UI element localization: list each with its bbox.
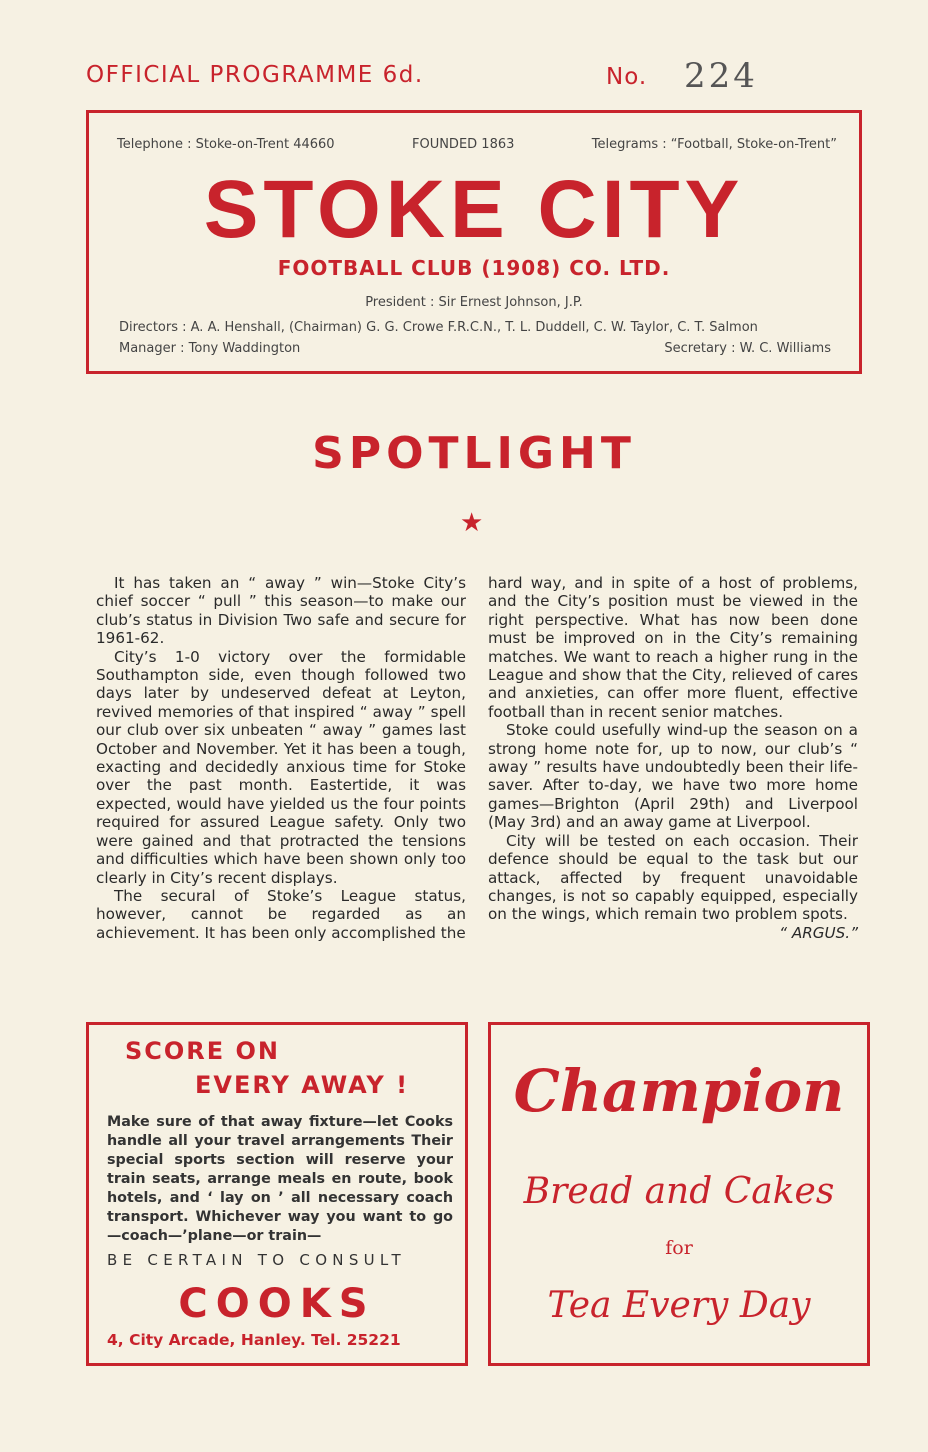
secretary: Secretary : W. C. Williams — [664, 341, 831, 356]
programme-number-label: No. — [606, 64, 648, 90]
article-column-right — [488, 574, 858, 942]
champion-brand: Champion — [513, 1057, 845, 1125]
cooks-headline-1: SCORE ON — [125, 1037, 281, 1065]
club-subtitle: FOOTBALL CLUB (1908) CO. LTD. — [277, 256, 671, 280]
cooks-headline-2: EVERY AWAY ! — [195, 1071, 410, 1099]
cooks-brand: COOKS — [178, 1281, 376, 1327]
champion-line-3: Tea Every Day — [547, 1285, 811, 1326]
article-column-left — [96, 574, 466, 942]
article-paragraph: It has taken an “ away ” win—Stoke City’s chief soccer “ pull ” this season—to make our club’s status in Division Two safe and secure for 1961-62. — [96, 574, 466, 648]
article-signature: “ ARGUS.” — [779, 923, 858, 942]
article-title: SPOTLIGHT — [312, 428, 636, 479]
champion-line-1: Bread and Cakes — [523, 1171, 835, 1212]
star-icon: ★ — [460, 508, 484, 538]
directors: Directors : A. A. Henshall, (Chairman) G. G. Crowe F.R.C.N., T. L. Duddell, C. W. Taylor, C. T. Salmon — [119, 320, 758, 335]
article-paragraph: hard way, and in spite of a host of problems, and the City’s position must be viewed in the right perspective. What has now been done must be improved on in the City’s remaining matches. We want to reach a higher rung in the League and show that the City, relieved of cares and anxieties, can offer more fluent, effective football than in recent senior matches. — [488, 574, 858, 721]
article-paragraph: City’s 1-0 victory over the formidable Southampton side, even though followed two days later by undeserved defeat at Leyton, revived memories of that inspired “ away ” spell our club over six unbeaten “ away ” games last October and November. Yet it has been a tough, exacting and decidedly anxious time for Stoke over the past month. Eastertide, it was expected, would have yielded us the four points required for assured League safety. Only two were gained and that protracted the tensions and difficulties which have been shown only too clearly in City’s recent displays. — [96, 647, 466, 887]
founded: FOUNDED 1863 — [411, 137, 515, 152]
club-name: STOKE CITY — [203, 164, 745, 255]
telegrams: Telegrams : “Football, Stoke-on-Trent” — [591, 137, 837, 152]
champion-advert — [488, 1022, 870, 1366]
manager: Manager : Tony Waddington — [119, 341, 301, 356]
president: President : Sir Ernest Johnson, J.P. — [365, 295, 583, 310]
article-paragraph: Stoke could usefully wind-up the season on a strong home note for, up to now, our club’s “ away ” results have undoubtedly been their life-saver. After to-day, we have two more home games—Brighton (April 29th) and Liverpool (May 3rd) and an away game at Liverpool. — [488, 721, 858, 832]
club-header-box — [86, 110, 862, 374]
article-paragraph: The secural of Stoke’s League status, however, cannot be regarded as an achievement. It has been only accomplished the — [96, 886, 466, 942]
cooks-advert — [86, 1022, 468, 1366]
telephone: Telephone : Stoke-on-Trent 44660 — [117, 137, 335, 152]
cooks-address: 4, City Arcade, Hanley. Tel. 25221 — [107, 1331, 401, 1349]
cooks-body: Make sure of that away fixture—let Cooks handle all your travel arrangements Their special sports section will reserve your train seats, arrange meals en route, book hotels, and ‘ lay on ’ all necessary coach transport. Whichever way you want to go—coach—’plane—or train— — [107, 1114, 453, 1244]
article-paragraph-last — [488, 831, 858, 942]
manager-secretary-row — [119, 341, 831, 356]
article-paragraph-text: City will be tested on each occasion. Their defence should be equal to the task but our attack, affected by frequent unavoidable changes, is not so capably equipped, especially on the wings, which remain two problem spots. — [488, 831, 858, 924]
programme-number: 224 — [684, 56, 758, 96]
programme-header-line — [86, 58, 876, 98]
programme-title: OFFICIAL PROGRAMME 6d. — [86, 62, 424, 88]
champion-line-2: for — [665, 1237, 693, 1259]
contact-row — [117, 137, 837, 152]
cooks-consult: BE CERTAIN TO CONSULT — [107, 1251, 406, 1269]
